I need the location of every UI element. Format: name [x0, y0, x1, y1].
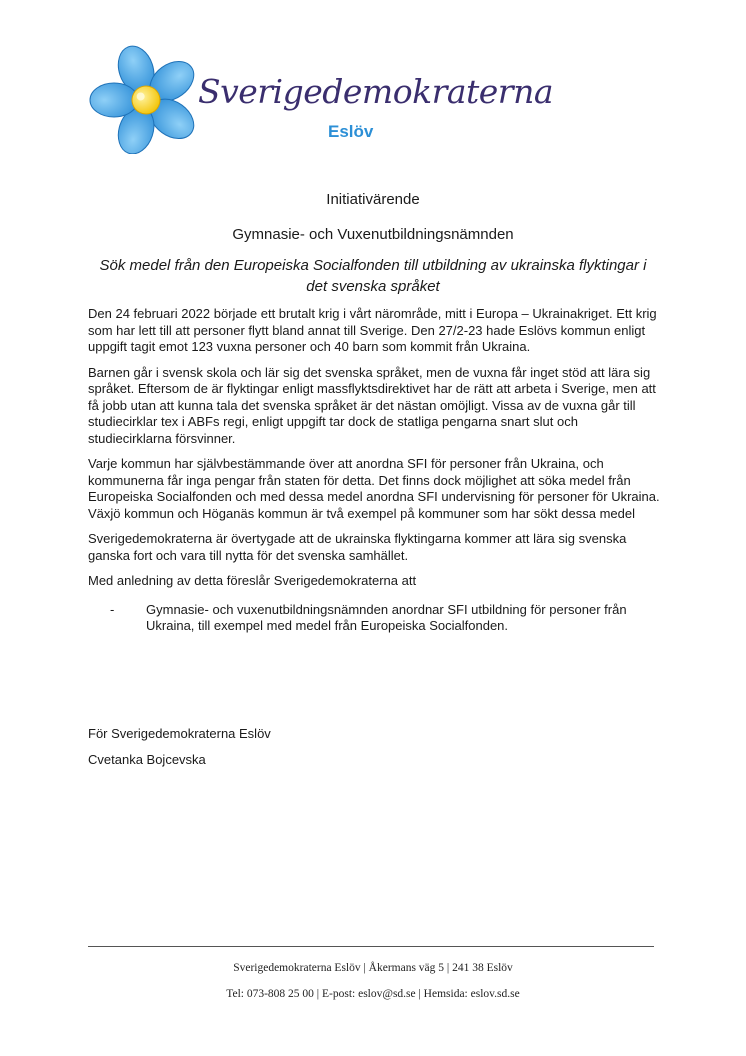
footer-contact: Tel: 073-808 25 00 | E-post: eslov@sd.se | Hemsida: eslov.sd.se	[226, 988, 520, 1000]
proposal-intro: Med anledning av detta föreslår Sverigedemokraterna att	[88, 573, 417, 588]
proposal-text: Gymnasie- och vuxenutbildningsnämnden anordnar SFI utbildning för personer från Ukraina, till exempel med medel från Europeiska Socialfonden.	[146, 601, 627, 633]
signature-name: Cvetanka Bojcevska	[88, 752, 206, 767]
paragraph: Sverigedemokraterna är övertygade att de ukrainska flyktingarna kommer att lära sig svenska ganska fort och vara till nytta för det svenska samhället.	[88, 531, 627, 563]
bullet-dash: -	[110, 601, 115, 617]
paragraph: Den 24 februari 2022 började ett brutalt krig i vårt närområde, mitt i Europa – Ukrainakriget. Ett krig som har lett till att personer flytt bland annat till Sverige. Den 27/2-23 hade Eslövs kommun enligt uppgift tagit emot 123 vuxna personer och 40 barn som kommit från Ukraina.	[88, 306, 657, 354]
logo-subtitle: Eslöv	[328, 122, 374, 141]
paragraph: Barnen går i svensk skola och lär sig det svenska språket, men de vuxna får inget stöd att lära sig språket. Eftersom de är flyktingar enligt massflyktsdirektivet har de rätt att arbeta i Sverige, men att få jobb utan att kunna tala det svenska språket är det nästan omöjligt. Vissa av de vuxna går till studiecirklar tex i ABFs regi, enligt uppgift tar dock de statliga pengarna snart slut och studiecirklarna försvinner.	[88, 364, 656, 446]
paragraph: Varje kommun har självbestämmande över att anordna SFI för personer från Ukraina, och kommunerna får inga pengar från staten för detta. Det finns dock möjlighet att söka medel från Europeiska Socialfonden och med dessa medel anordna SFI undervisning för personer för Ukraina. Växjö kommun och Höganäs kommun är två exempel på kommuner som har sökt dessa medel	[88, 456, 660, 521]
document-body	[88, 306, 660, 635]
blue-flower-icon	[88, 44, 200, 154]
party-logo	[88, 44, 554, 154]
footer-address: Sverigedemokraterna Eslöv | Åkermans väg 5 | 241 38 Eslöv	[233, 962, 513, 974]
footer-divider	[88, 946, 654, 947]
proposal-item	[110, 602, 660, 635]
committee-name: Gymnasie- och Vuxenutbildningsnämnden	[232, 226, 514, 243]
document-type: Initiativärende	[326, 191, 420, 208]
document-title: Sök medel från den Europeiska Socialfonden till utbildning av ukrainska flyktingar i det svenska språket	[99, 257, 647, 295]
logo-wordmark: Sverigedemokraterna	[198, 72, 554, 111]
signature-organization: För Sverigedemokraterna Eslöv	[88, 726, 271, 741]
